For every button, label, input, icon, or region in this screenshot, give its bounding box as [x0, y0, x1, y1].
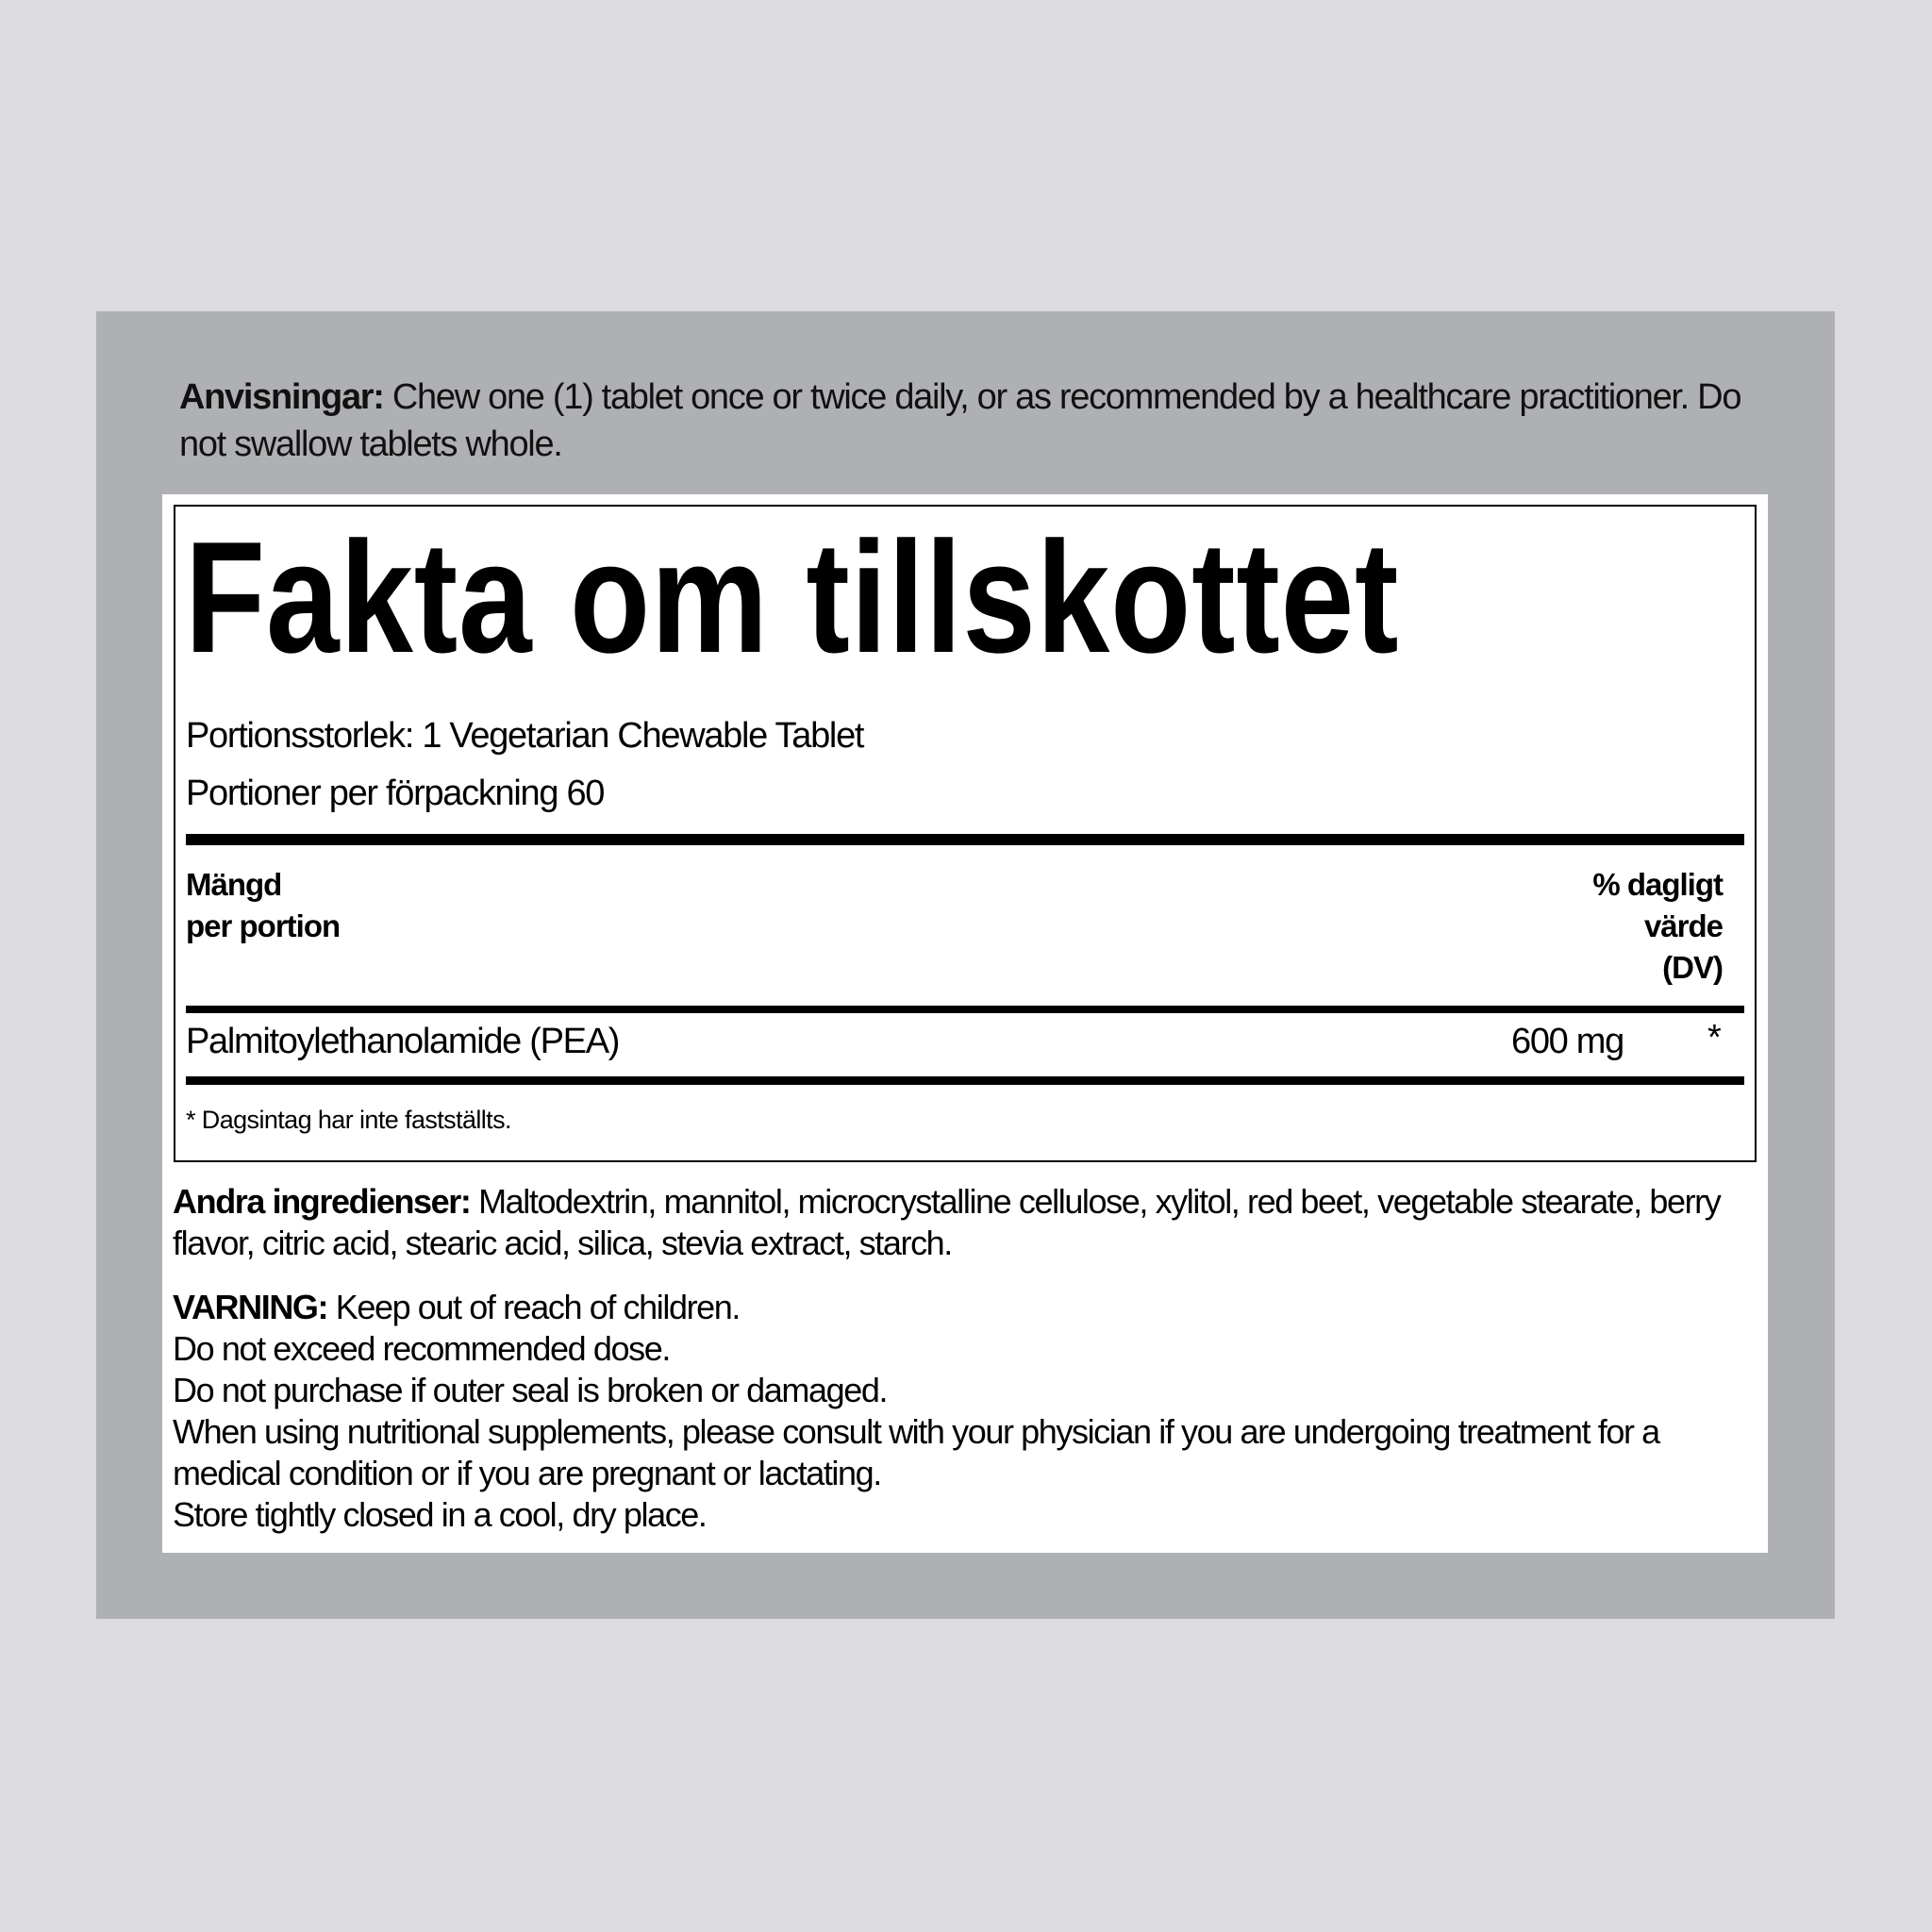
- dv-header: [1592, 864, 1723, 989]
- divider-medium: [186, 1006, 1744, 1013]
- serving-size: Portionsstorlek: 1 Vegetarian Chewable Tablet: [186, 716, 864, 756]
- amount-header: [186, 864, 340, 947]
- warning: [173, 1287, 1757, 1536]
- other-ingredients-label: Andra ingredienser:: [173, 1182, 471, 1221]
- divider-medium: [186, 1076, 1744, 1085]
- other-ingredients-text: Maltodextrin, mannitol, microcrystalline cellulose, xylitol, red beet, vegetable stearate, berry flavor, citric acid, stearic acid, silica, stevia extract, starch.: [173, 1182, 1721, 1262]
- warning-line: When using nutritional supplements, please consult with your physician if you are undergoing treatment for a medical condition or if you are pregnant or lactating.: [173, 1412, 1659, 1492]
- directions: [179, 374, 1764, 468]
- divider-thick: [186, 834, 1744, 845]
- dv-header-line: % dagligt: [1592, 867, 1723, 902]
- footnote: * Dagsintag har inte fastställts.: [186, 1106, 511, 1134]
- dv-header-line: (DV): [1662, 950, 1723, 985]
- ingredient-name: Palmitoylethanolamide (PEA): [186, 1022, 620, 1061]
- facts-title: Fakta om tillskottet: [185, 508, 1400, 686]
- warning-line: Do not purchase if outer seal is broken or damaged.: [173, 1371, 888, 1409]
- ingredient-dv: *: [1707, 1018, 1721, 1058]
- directions-label: Anvisningar:: [179, 377, 384, 417]
- warning-line: Do not exceed recommended dose.: [173, 1329, 670, 1368]
- warning-line: Keep out of reach of children.: [327, 1288, 741, 1326]
- servings-per-container: Portioner per förpackning 60: [186, 774, 605, 813]
- directions-text: Chew one (1) tablet once or twice daily, or as recommended by a healthcare practitioner. Do not swallow tablets whole.: [179, 377, 1741, 464]
- ingredient-amount: 600 mg: [1511, 1022, 1624, 1061]
- dv-header-line: värde: [1643, 908, 1723, 943]
- warning-label: VARNING:: [173, 1288, 328, 1326]
- amount-header-line: per portion: [186, 908, 341, 943]
- amount-header-line: Mängd: [186, 867, 282, 902]
- other-ingredients: [173, 1181, 1757, 1264]
- warning-line: Store tightly closed in a cool, dry place.: [173, 1495, 707, 1534]
